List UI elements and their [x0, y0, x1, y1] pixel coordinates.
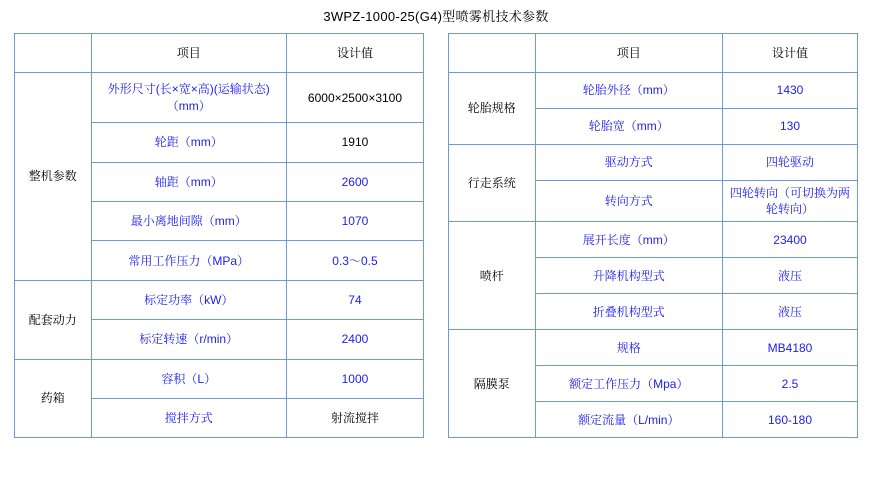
row-value: 160-180: [722, 402, 857, 438]
row-value: 1000: [286, 359, 423, 398]
row-group-label: 隔膜泵: [449, 330, 536, 438]
row-item-label: 轮胎外径（mm）: [535, 73, 722, 109]
row-value: 2400: [286, 320, 423, 359]
row-value: 23400: [722, 222, 857, 258]
row-item-label: 容积（L）: [91, 359, 286, 398]
row-group-label: 整机参数: [15, 73, 92, 281]
page-title: 3WPZ-1000-25(G4)型喷雾机技术参数: [323, 9, 549, 24]
row-item-label: 常用工作压力（MPa）: [91, 241, 286, 280]
table-row: [15, 359, 424, 398]
row-value: 1070: [286, 202, 423, 241]
row-value: 四轮驱动: [722, 145, 857, 181]
row-item-label: 标定功率（kW）: [91, 280, 286, 319]
table-row: [15, 280, 424, 319]
row-value: 四轮转向（可切换为两轮转向）: [722, 181, 857, 222]
table-header-row: [449, 34, 858, 73]
row-value: 2.5: [722, 366, 857, 402]
row-item-label: 折叠机构型式: [535, 294, 722, 330]
table-row: [449, 222, 858, 258]
row-item-label: 额定流量（L/min）: [535, 402, 722, 438]
row-item-label: 展开长度（mm）: [535, 222, 722, 258]
row-value: 1910: [286, 123, 423, 162]
row-item-label: 最小离地间隙（mm）: [91, 202, 286, 241]
header-corner: [15, 34, 92, 73]
row-group-label: 行走系统: [449, 145, 536, 222]
tables-container: [0, 25, 872, 438]
left-table-body: [15, 73, 424, 438]
table-row: [15, 73, 424, 123]
row-item-label: 转向方式: [535, 181, 722, 222]
row-value: 液压: [722, 294, 857, 330]
table-header-row: [15, 34, 424, 73]
row-group-label: 喷杆: [449, 222, 536, 330]
table-row: [449, 330, 858, 366]
row-item-label: 规格: [535, 330, 722, 366]
row-value: 74: [286, 280, 423, 319]
header-value: 设计值: [286, 34, 423, 73]
row-value: MB4180: [722, 330, 857, 366]
row-item-label: 标定转速（r/min）: [91, 320, 286, 359]
row-group-label: 配套动力: [15, 280, 92, 359]
row-value: 射流搅拌: [286, 398, 423, 437]
row-value: 130: [722, 109, 857, 145]
row-item-label: 轮距（mm）: [91, 123, 286, 162]
row-value: 1430: [722, 73, 857, 109]
right-spec-table: [448, 33, 858, 438]
header-corner: [449, 34, 536, 73]
right-table-body: [449, 73, 858, 438]
header-value: 设计值: [722, 34, 857, 73]
row-group-label: 药箱: [15, 359, 92, 438]
row-value: 2600: [286, 162, 423, 201]
row-item-label: 驱动方式: [535, 145, 722, 181]
row-item-label: 外形尺寸(长×宽×高)(运输状态)（mm）: [91, 73, 286, 123]
row-item-label: 额定工作压力（Mpa）: [535, 366, 722, 402]
row-item-label: 搅拌方式: [91, 398, 286, 437]
table-row: [449, 73, 858, 109]
header-item: 项目: [535, 34, 722, 73]
row-item-label: 轴距（mm）: [91, 162, 286, 201]
table-row: [449, 145, 858, 181]
left-spec-table: [14, 33, 424, 438]
row-item-label: 轮胎宽（mm）: [535, 109, 722, 145]
row-value: 液压: [722, 258, 857, 294]
row-group-label: 轮胎规格: [449, 73, 536, 145]
header-item: 项目: [91, 34, 286, 73]
row-value: 0.3～0.5: [286, 241, 423, 280]
row-value: 6000×2500×3100: [286, 73, 423, 123]
row-item-label: 升降机构型式: [535, 258, 722, 294]
